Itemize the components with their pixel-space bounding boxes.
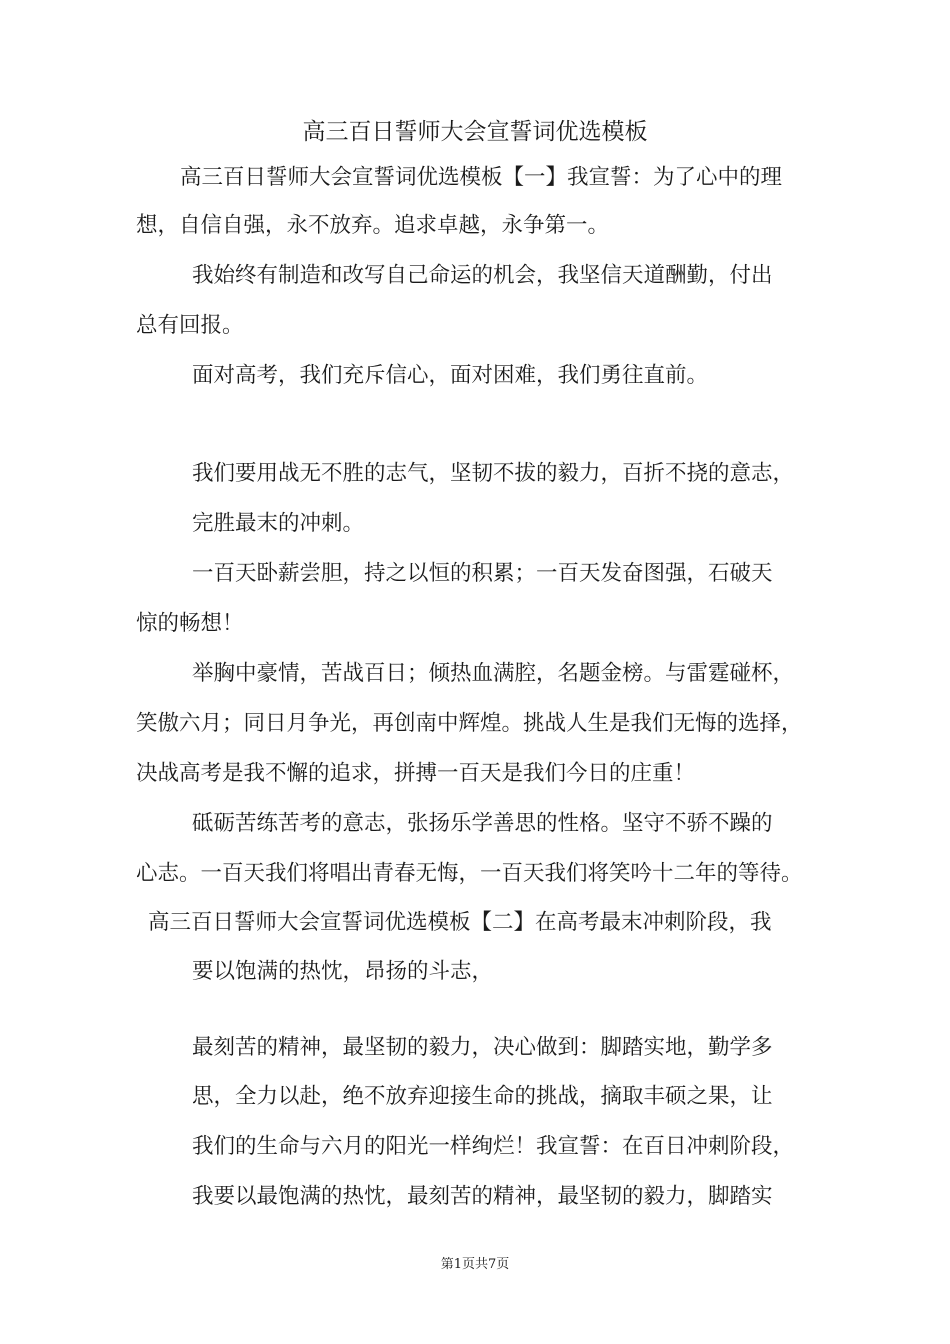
text-line: 心志。一百天我们将唱出青春无悔，一百天我们将笑吟十二年的等待。 bbox=[136, 861, 803, 886]
text-line: 举胸中豪情，苦战百日；倾热血满腔，名题金榜。与雷霆碰杯， bbox=[192, 661, 795, 686]
page-number-footer: 第1页共7页 bbox=[440, 1257, 510, 1272]
text-line: 面对高考，我们充斥信心，面对困难，我们勇往直前。 bbox=[192, 363, 709, 388]
text-line: 一百天卧薪尝胆，持之以恒的积累；一百天发奋图强，石破天 bbox=[192, 561, 773, 586]
text-line: 高三百日誓师大会宣誓词优选模板【二】在高考最末冲刺阶段，我 bbox=[148, 910, 772, 935]
text-line: 决战高考是我不懈的追求，拼搏一百天是我们今日的庄重！ bbox=[136, 761, 696, 786]
text-line: 想，自信自强，永不放弃。追求卓越，永争第一。 bbox=[136, 213, 610, 238]
text-line: 砥砺苦练苦考的意志，张扬乐学善思的性格。坚守不骄不躁的 bbox=[192, 811, 773, 836]
text-line: 完胜最末的冲刺。 bbox=[192, 511, 365, 536]
text-line: 思，全力以赴，绝不放弃迎接生命的挑战，摘取丰硕之果，让 bbox=[192, 1084, 773, 1109]
text-line: 惊的畅想！ bbox=[136, 611, 244, 636]
text-line: 最刻苦的精神，最坚韧的毅力，决心做到：脚踏实地，勤学多 bbox=[192, 1035, 773, 1060]
text-line: 我要以最饱满的热忱，最刻苦的精神，最坚韧的毅力，脚踏实 bbox=[192, 1184, 773, 1209]
text-line: 要以饱满的热忱，昂扬的斗志， bbox=[192, 959, 494, 984]
text-line: 高三百日誓师大会宣誓词优选模板【一】我宣誓：为了心中的理 bbox=[180, 165, 783, 190]
text-line: 我们的生命与六月的阳光一样绚烂！我宣誓：在百日冲刺阶段， bbox=[192, 1134, 795, 1159]
text-line: 我们要用战无不胜的志气，坚韧不拔的毅力，百折不挠的意志， bbox=[192, 461, 795, 486]
text-line: 笑傲六月；同日月争光，再创南中辉煌。挑战人生是我们无悔的选择， bbox=[136, 711, 803, 736]
text-line: 总有回报。 bbox=[136, 313, 244, 338]
document-title: 高三百日誓师大会宣誓词优选模板 bbox=[302, 119, 648, 145]
text-line: 我始终有制造和改写自己命运的机会，我坚信天道酬勤，付出 bbox=[192, 263, 773, 288]
